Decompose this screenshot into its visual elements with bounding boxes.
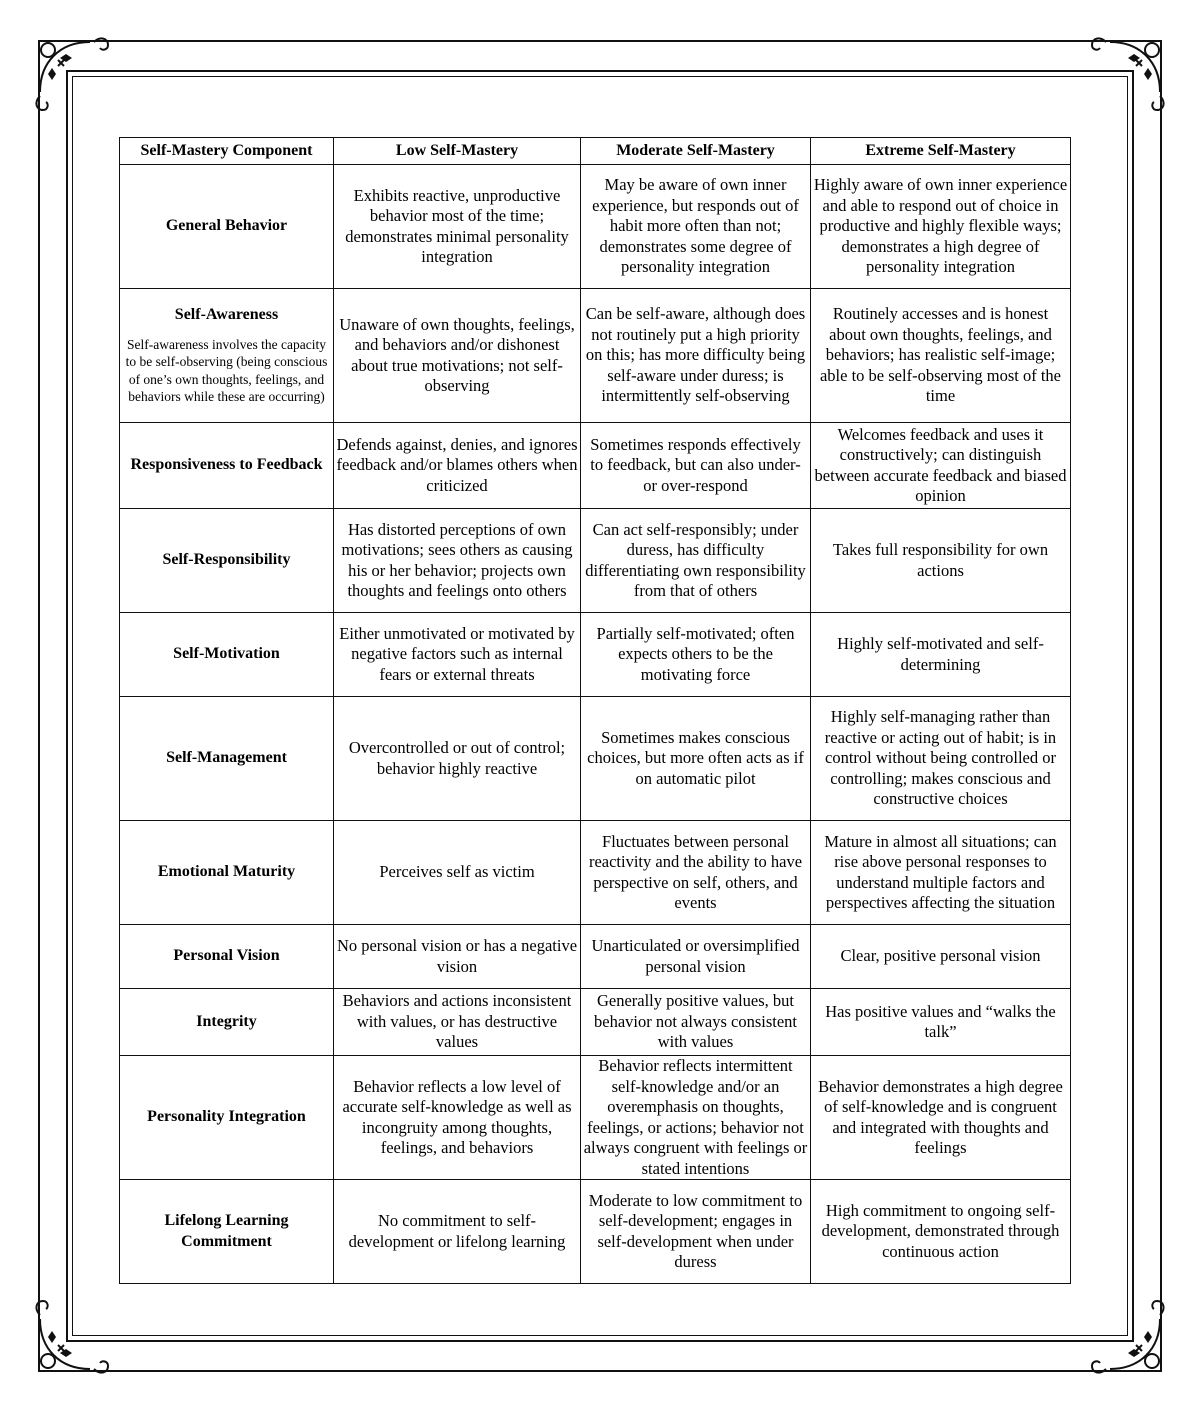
component-cell: Lifelong Learning Commitment	[120, 1180, 334, 1284]
moderate-cell: Behavior reflects intermittent self-knowledge and/or an overemphasis on thoughts, feelings, or actions; behavior not always congruent with feelings or stated intentions	[581, 1056, 811, 1180]
extreme-cell: Takes full responsibility for own actions	[811, 509, 1071, 613]
component-cell: Personal Vision	[120, 925, 334, 989]
corner-ornament-icon	[1080, 32, 1170, 122]
moderate-cell: May be aware of own inner experience, but responds out of habit more often than not; demonstrates some degree of personality integration	[581, 165, 811, 289]
extreme-cell: Clear, positive personal vision	[811, 925, 1071, 989]
low-cell: No commitment to self-development or lifelong learning	[334, 1180, 581, 1284]
low-cell: Behavior reflects a low level of accurate self-knowledge as well as incongruity among thoughts, feelings, and behaviors	[334, 1056, 581, 1180]
component-cell: Personality Integration	[120, 1056, 334, 1180]
component-cell: Self-Responsibility	[120, 509, 334, 613]
component-cell: General Behavior	[120, 165, 334, 289]
moderate-cell: Can be self-aware, although does not routinely put a high priority on this; has more difficulty being self-aware under duress; is intermittently self-observing	[581, 289, 811, 423]
moderate-cell: Fluctuates between personal reactivity and the ability to have perspective on self, others, and events	[581, 821, 811, 925]
component-cell: Responsiveness to Feedback	[120, 423, 334, 509]
table-row	[120, 989, 1071, 1056]
table-row	[120, 821, 1071, 925]
table-row	[120, 165, 1071, 289]
low-cell: Overcontrolled or out of control; behavior highly reactive	[334, 697, 581, 821]
low-cell: No personal vision or has a negative vision	[334, 925, 581, 989]
extreme-cell: High commitment to ongoing self-development, demonstrated through continuous action	[811, 1180, 1071, 1284]
table-row	[120, 509, 1071, 613]
table-row	[120, 1056, 1071, 1180]
moderate-cell: Generally positive values, but behavior not always consistent with values	[581, 989, 811, 1056]
moderate-cell: Partially self-motivated; often expects others to be the motivating force	[581, 613, 811, 697]
table-row	[120, 423, 1071, 509]
table-header-row	[120, 138, 1071, 165]
moderate-cell: Moderate to low commitment to self-development; engages in self-development when under duress	[581, 1180, 811, 1284]
corner-ornament-icon	[30, 1289, 120, 1379]
moderate-cell: Sometimes responds effectively to feedback, but can also under- or over-respond	[581, 423, 811, 509]
header-component: Self-Mastery Component	[120, 138, 334, 165]
component-cell: Self-Motivation	[120, 613, 334, 697]
extreme-cell: Mature in almost all situations; can rise above personal responses to understand multiple factors and perspectives affecting the situation	[811, 821, 1071, 925]
component-title: Self-Awareness	[174, 306, 279, 324]
extreme-cell: Routinely accesses and is honest about own thoughts, feelings, and behaviors; has realistic self-image; able to be self-observing most of the time	[811, 289, 1071, 423]
table-row	[120, 289, 1071, 423]
table-row	[120, 1180, 1071, 1284]
moderate-cell: Can act self-responsibly; under duress, has difficulty differentiating own responsibility from that of others	[581, 509, 811, 613]
self-mastery-table	[119, 137, 1071, 1284]
extreme-cell: Highly self-motivated and self-determining	[811, 613, 1071, 697]
table-row	[120, 697, 1071, 821]
component-cell: Integrity	[120, 989, 334, 1056]
extreme-cell: Highly aware of own inner experience and able to respond out of choice in productive and highly flexible ways; demonstrates a high degree of personality integration	[811, 165, 1071, 289]
low-cell: Either unmotivated or motivated by negative factors such as internal fears or external threats	[334, 613, 581, 697]
component-note: Self-awareness involves the capacity to be self-observing (being conscious of one’s own thoughts, feelings, and behaviors while these are occurring)	[125, 336, 328, 405]
extreme-cell: Behavior demonstrates a high degree of self-knowledge and is congruent and integrated with thoughts and feelings	[811, 1056, 1071, 1180]
component-cell: Self-Management	[120, 697, 334, 821]
corner-ornament-icon	[1080, 1289, 1170, 1379]
header-moderate: Moderate Self-Mastery	[581, 138, 811, 165]
component-cell	[120, 289, 334, 423]
extreme-cell: Has positive values and “walks the talk”	[811, 989, 1071, 1056]
header-low: Low Self-Mastery	[334, 138, 581, 165]
corner-ornament-icon	[30, 32, 120, 122]
table-row	[120, 613, 1071, 697]
low-cell: Exhibits reactive, unproductive behavior most of the time; demonstrates minimal personality integration	[334, 165, 581, 289]
low-cell: Behaviors and actions inconsistent with values, or has destructive values	[334, 989, 581, 1056]
moderate-cell: Sometimes makes conscious choices, but more often acts as if on automatic pilot	[581, 697, 811, 821]
low-cell: Has distorted perceptions of own motivations; sees others as causing his or her behavior; projects own thoughts and feelings onto others	[334, 509, 581, 613]
table-row	[120, 925, 1071, 989]
component-cell: Emotional Maturity	[120, 821, 334, 925]
low-cell: Perceives self as victim	[334, 821, 581, 925]
low-cell: Defends against, denies, and ignores feedback and/or blames others when criticized	[334, 423, 581, 509]
extreme-cell: Highly self-managing rather than reactive or acting out of habit; is in control without being controlled or controlling; makes conscious and constructive choices	[811, 697, 1071, 821]
header-extreme: Extreme Self-Mastery	[811, 138, 1071, 165]
low-cell: Unaware of own thoughts, feelings, and behaviors and/or dishonest about true motivations; not self-observing	[334, 289, 581, 423]
extreme-cell: Welcomes feedback and uses it constructively; can distinguish between accurate feedback and biased opinion	[811, 423, 1071, 509]
moderate-cell: Unarticulated or oversimplified personal vision	[581, 925, 811, 989]
